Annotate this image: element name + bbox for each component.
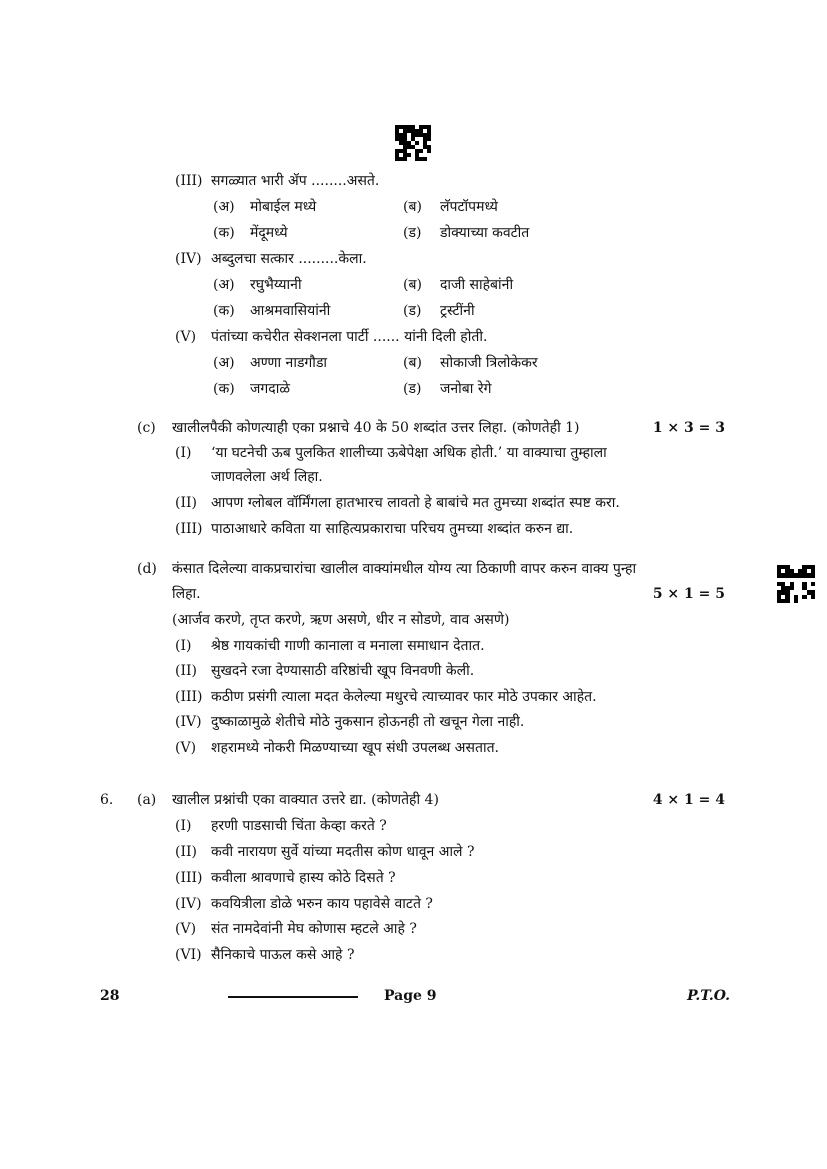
question-number: (III) [175,173,203,189]
question-number: (I) [175,818,192,834]
section-text: कंसात दिलेल्या वाकप्रचारांचा खालील वाक्यांमधील योग्य त्या ठिकाणी वापर करुन वाक्य पुन्हा [172,561,637,577]
question-text: पंतांच्या कचेरीत सेक्शनला पार्टी ...... यांनी दिली होती. [211,329,488,345]
section-text-cont: लिहा. [172,586,201,602]
question-text: सुखदने रजा देण्यासाठी वरिष्ठांची खूप विनवणी केली. [211,663,475,679]
qr-code-top [395,125,431,161]
option-label: (अ) [213,277,235,293]
option-label: (ड) [403,303,422,319]
option-text: लॅपटॉपमध्ये [440,199,498,215]
footer-rule [228,996,358,998]
option-label: (क) [213,303,235,319]
option-text: अण्णा नाडगौडा [250,355,328,371]
question-text: दुष्काळामुळे शेतीचे मोठे नुकसान होऊनही तो खचून गेला नाही. [211,714,525,730]
question-text: कवी नारायण सुर्वे यांच्या मदतीस कोण धावून आले ? [211,844,475,860]
question-number: (VI) [175,947,202,963]
question-number: (V) [175,921,197,937]
question-main-number: 6. [100,792,114,808]
question-number: (IV) [175,251,202,267]
question-number: (III) [175,870,203,886]
question-number: (III) [175,689,203,705]
question-number: (V) [175,740,197,756]
option-label: (क) [213,225,235,241]
question-text: आपण ग्लोबल वॉर्मिंगला हातभारच लावतो हे बाबांचे मत तुमच्या शब्दांत स्पष्ट करा. [211,495,620,511]
section-marks: 5 × 1 = 5 [652,586,725,602]
option-label: (अ) [213,355,235,371]
question-text: कवीला श्रावणाचे हास्य कोठे दिसते ? [211,870,396,886]
question-text: जाणवलेला अर्थ लिहा. [211,469,323,485]
option-text: दाजी साहेबांनी [440,277,514,293]
page-code: 28 [100,988,120,1004]
question-text: संत नामदेवांनी मेघ कोणास म्हटले आहे ? [211,921,417,937]
question-text: ‘या घटनेची ऊब पुलकित शालीच्या ऊबेपेक्षा अधिक होती.’ या वाक्याचा तुम्हाला [211,445,607,461]
option-label: (ब) [403,355,422,371]
option-text: डोक्याच्या कवटीत [440,225,530,241]
question-text: सैनिकाचे पाऊल कसे आहे ? [211,947,355,963]
option-label: (ब) [403,199,422,215]
question-text: कठीण प्रसंगी त्याला मदत केलेल्या मधुरचे त्याच्यावर फार मोठे उपकार आहेत. [211,689,597,705]
option-label: (क) [213,381,235,397]
option-text: सोकाजी त्रिलोकेकर [440,355,538,371]
question-number: (I) [175,638,192,654]
section-text: खालीलपैकी कोणत्याही एका प्रश्नाचे 40 के 50 शब्दांत उत्तर लिहा. (कोणतेही 1) [172,420,580,436]
phrase-list: (आर्जव करणे, तृप्त करणे, ऋण असणे, धीर न सोडणे, वाव असणे) [172,612,510,628]
option-label: (अ) [213,199,235,215]
option-text: जगदाळे [250,381,290,397]
question-text: पाठाआधारे कविता या साहित्यप्रकाराचा परिचय तुमच्या शब्दांत करुन द्या. [211,521,574,537]
option-text: आश्रमवासियांनी [250,303,331,319]
question-text: शहरामध्ये नोकरी मिळण्याच्या खूप संधी उपलब्ध असतात. [211,740,500,756]
question-number: (II) [175,495,197,511]
section-label: (d) [137,561,157,577]
question-number: (IV) [175,714,202,730]
section-marks: 4 × 1 = 4 [652,792,725,808]
option-text: जनोबा रेगे [440,381,492,397]
option-text: ट्रस्टींनी [440,303,475,319]
question-number: (II) [175,844,197,860]
question-number: (II) [175,663,197,679]
option-label: (ब) [403,277,422,293]
question-number: (IV) [175,896,202,912]
question-text: सगळ्यात भारी ॲप ........असते. [211,173,380,189]
question-number: (V) [175,329,197,345]
option-label: (ड) [403,381,422,397]
section-text: खालील प्रश्नांची एका वाक्यात उत्तरे द्या. (कोणतेही 4) [172,792,439,808]
section-label: (a) [137,792,157,808]
option-text: मोबाईल मध्ये [250,199,317,215]
option-text: रघुभैय्यानी [250,277,302,293]
option-label: (ड) [403,225,422,241]
question-text: कवयित्रीला डोळे भरुन काय पहावेसे वाटते ? [211,896,433,912]
qr-code-side [777,565,815,603]
question-text: श्रेष्ठ गायकांची गाणी कानाला व मनाला समाधान देतात. [211,638,485,654]
question-number: (III) [175,521,203,537]
question-text: अब्दुलचा सत्कार .........केला. [211,251,367,267]
question-text: हरणी पाडसाची चिंता केव्हा करते ? [211,818,387,834]
question-number: (I) [175,445,192,461]
pto-label: P.T.O. [687,988,730,1004]
option-text: मेंदूमध्ये [250,225,288,241]
section-label: (c) [137,420,156,436]
section-marks: 1 × 3 = 3 [652,420,725,436]
page-number: Page 9 [384,988,437,1004]
